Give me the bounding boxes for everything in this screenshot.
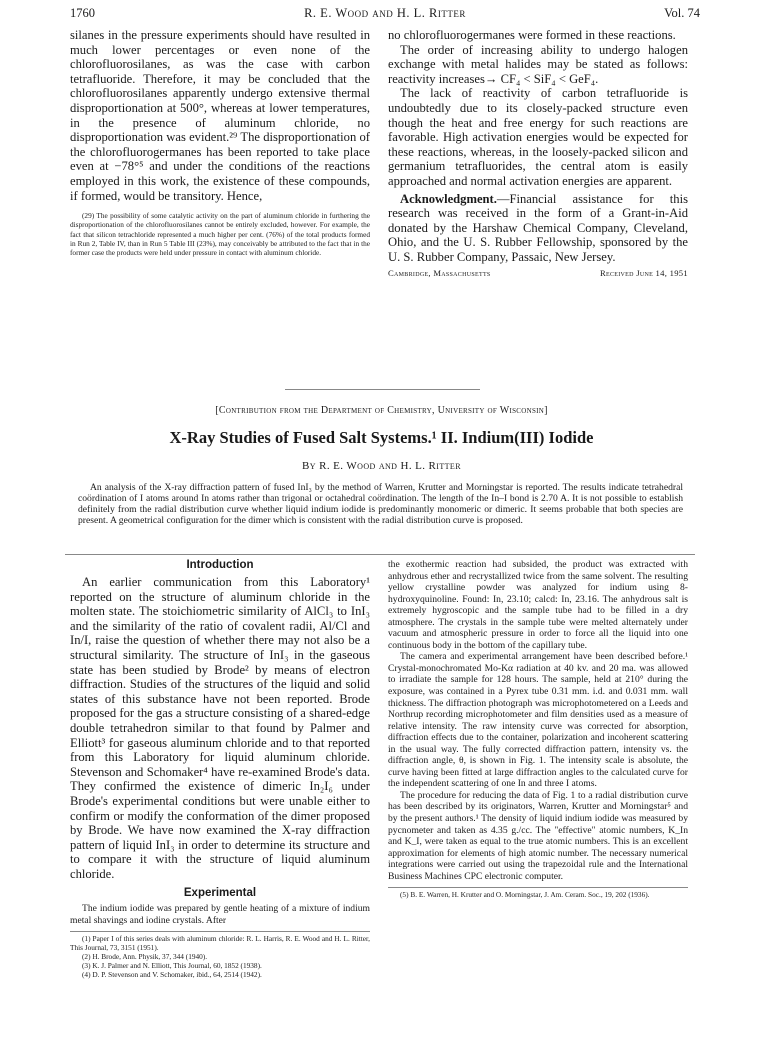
footnote-rule-left: [70, 931, 370, 932]
abstract-rule: [65, 554, 695, 555]
experimental-heading: Experimental: [183, 887, 257, 900]
running-header: [70, 6, 700, 26]
footnote-1: (1) Paper I of this series deals with aluminum chloride: R. L. Harris, R. E. Wood and H. L. Ritter, This Journal, 73, 3151 (1951).: [70, 933, 370, 952]
right-paragraph-1: the exothermic reaction had subsided, the product was extracted with anhydrous ether and recrystallized twice from the same solvent. The resulting yellow crystalline powder was analyzed for indium using 8-hydroxyquinoline. Found: In, 23.10; calcd: In, 23.16. The anhydrous salt is extremely hygroscopic and the sample tube had to be filled in a dry atmosphere. The crystals in the sample tube were melted alternately under vacuum and atmospheric pressure in order to force all the liquid into one continuous body in the bottom of the capillary tube.: [388, 559, 688, 651]
place-of-origin: Cambridge, Massachusetts: [388, 267, 491, 278]
prev-article-left-column: [70, 28, 370, 258]
byline: By R. E. Wood and H. L. Ritter: [302, 460, 461, 472]
footnote-5: (5) B. E. Warren, H. Krutter and O. Morningstar, J. Am. Ceram. Soc., 19, 202 (1936).: [400, 890, 650, 900]
signature-line: [388, 268, 688, 278]
article-left-column: [70, 559, 370, 979]
page-number: 1760: [70, 6, 95, 20]
acknowledgment-label: Acknowledgment.: [400, 191, 497, 206]
article-separator-rule: [285, 389, 480, 390]
acknowledgment-text: —Financial assistance for this research was received in the form of a Grant-in-Aid donated by the Harshaw Chemical Company, Cleveland, Ohio, and the U. S. Rubber Fellowship, sponsored by the U. S. Rubber Company, Passaic, New Jersey.: [388, 191, 688, 264]
footnote-2: (2) H. Brode, Ann. Physik, 37, 344 (1940).: [82, 951, 208, 961]
footnote-29: (29) The possibility of some catalytic activity on the part of aluminum chloride in furthering the disproportionation of the chlorofluorosilanes cannot be entirely excluded, however. For example, the fact that silicon tetrachloride represented a much higher per cent. (76%) of the total products formed in Run 2, Table IV, than in Run 5 Table III (23%), may conceivably be attributed to the fact that in the former case the products were held under pressure in contact with aluminum chloride.: [70, 211, 370, 258]
abstract: An analysis of the X-ray diffraction pattern of fused InI₃ by the method of Warren, Krutter and Morningstar is reported. The results indicate tetrahedral coördination of I atoms around In atoms rather than trigonal or octahedral coördination. The length of the In–I bond is 2.70 A. It is not possible to establish definitely from the radial distribution curve whether liquid indium iodide is predominantly monomeric or dimeric. It seems probable that both species are present. A geometrical configuration for the dimer which is consistent with the radial distribution curve is proposed.: [78, 482, 683, 527]
prev-right-p1: no chlorofluorogermanes were formed in these reactions.: [388, 28, 676, 42]
footnote-rule-right: [388, 887, 688, 888]
prev-article-right-column: [388, 28, 688, 278]
acknowledgment: [388, 192, 688, 265]
footnote-3: (3) K. J. Palmer and N. Elliott, This Journal, 60, 1852 (1938).: [82, 960, 262, 970]
article-right-column: [388, 559, 688, 899]
article-title: X-Ray Studies of Fused Salt Systems.¹ II. Indium(III) Iodide: [169, 428, 594, 447]
prev-right-p2: The order of increasing ability to undergo halogen exchange with metal halides may be stated as follows: reactivity increases→ CF₄ < SiF₄ < GeF₄.: [388, 42, 688, 86]
right-paragraph-2: The camera and experimental arrangement have been described before.¹ Crystal-monochromated Mo-Kα radiation at 40 kv. and 20 ma. was allowed to irradiate the sample for 128 hours. The sample, held at 210° during the exposure, was contained in a Pyrex tube 0.31 mm. i.d. and 0.031 mm. wall thickness. The diffraction photograph was microphotometered on a Leeds and Northrup recording microphotometer and film densities used as a measure of relative intensity. The raw intensity curve was corrected for absorption, diffraction effects due to the container, polarization and incoherent scattering in the usual way. The fully corrected diffraction pattern, intensity vs. the diffraction angle, θ, is shown in Fig. 1. The intensity scale is absolute, the curve having been fitted at large diffraction angles to the calculated curve for the independent scattering of one In and three I atoms.: [388, 651, 688, 790]
right-paragraph-3: The procedure for reducing the data of Fig. 1 to a radial distribution curve has been described by its originators, Warren, Krutter and Morningstar⁵ and by the present authors.¹ The density of liquid indium iodide was measured by pycnometer and taken as 4.35 g./cc. The "effective" atomic numbers, K_In and K_I, were taken as equal to the true atomic numbers. This is an excellent approximation for elements of high atomic number. The necessary numerical integrations were carried out using the trapezoidal rule and the International Business Machines CPC electronic computer.: [388, 789, 688, 882]
prev-right-p3: The lack of reactivity of carbon tetrafluoride is undoubtedly due to its closely-packed structure even though the heat and free energy for such reactions are favorable. High activation energies would be expected for these reactions, whereas, in the loosely-packed silicon and germanium tetrafluorides, the central atom is easily approached and normal activation energies are apparent.: [388, 86, 688, 188]
volume-label: Vol. 74: [664, 6, 700, 20]
received-date: Received June 14, 1951: [599, 267, 688, 278]
introduction-heading: Introduction: [186, 559, 254, 571]
running-authors: R. E. Wood and H. L. Ritter: [304, 6, 466, 20]
contribution-line: [Contribution from the Department of Chemistry, University of Wisconsin]: [215, 405, 548, 416]
introduction-paragraph: An earlier communication from this Laboratory¹ reported on the structure of aluminum chloride in the molten state. The stoichiometric similarity of AlCl₃ to InI₃ and the similarity of the ratio of covalent radii, Al/Cl and In/I, raise the question of whether there may not also be a structural similarity. The structure of InI₃ in the gaseous state has been studied by Brode² by means of electron diffraction. Studies of the structures of the liquid and solid states of this substance have not been reported. Brode proposed for the gas a structure consisting of a shared-edge double tetrahedron similar to that found by Palmer and Elliott³ for gaseous aluminum chloride and to that reported from this Laboratory for liquid aluminum chloride. Stevenson and Schomaker⁴ have re-examined Brode's data. They confirmed the existence of dimeric In₂I₆ under Brode's experimental conditions but were unable either to confirm or modify the conformation of the dimer proposed by Brode. We have now examined the X-ray diffraction pattern of liquid InI₃ in order to determine its structure and to compare it with the structure of liquid aluminum chloride.: [70, 575, 370, 881]
experimental-paragraph: The indium iodide was prepared by gentle heating of a mixture of indium metal shavings and iodine crystals. After: [70, 903, 370, 927]
footnote-4: (4) D. P. Stevenson and V. Schomaker, ibid., 64, 2514 (1942).: [82, 969, 262, 979]
prev-left-paragraph: silanes in the pressure experiments should have resulted in much lower percentages or even none of the chlorofluorosilanes, as was the case with carbon tetrafluoride. Therefore, it may be concluded that the chlorofluorosilanes apparently undergo extensive thermal disproportionation at 500°, whereas at lower temperatures, in the presence of aluminum chloride, no disproportionation was evident.²⁹ The disproportionation of the chlorofluorogermanes has been reported to take place even at −78°⁵ and under the conditions of the reactions employed in this work, the existence of these compounds, if formed, would be transitory. Hence,: [70, 28, 370, 203]
